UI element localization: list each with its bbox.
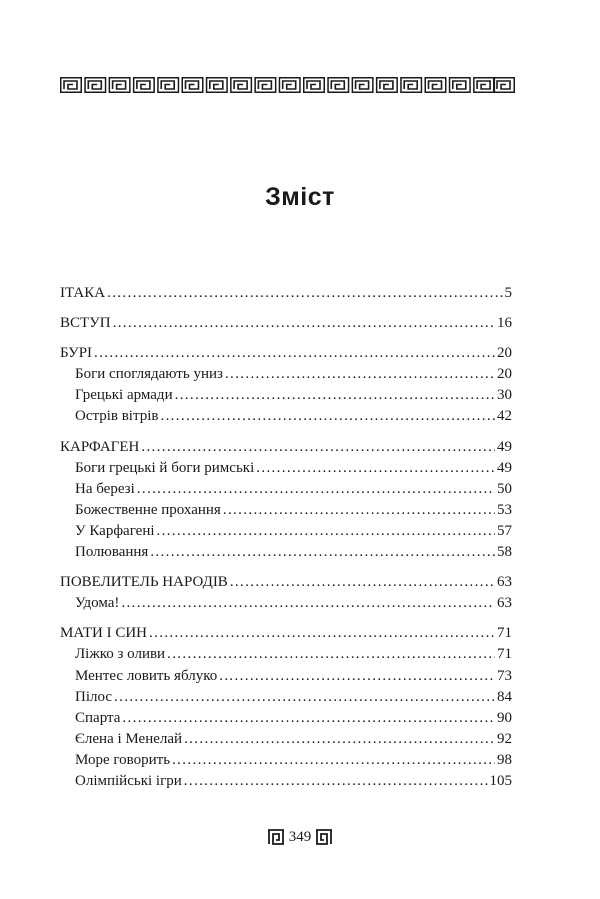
dot-leader [225, 364, 495, 385]
toc-entry[interactable] [60, 283, 512, 304]
toc-entry-page: 105 [489, 772, 512, 789]
toc-subentry[interactable] [60, 593, 512, 614]
toc-section [60, 313, 512, 334]
toc-entry[interactable] [60, 623, 512, 644]
toc-entry-label: Боги споглядають униз [75, 366, 223, 383]
dot-leader [184, 729, 495, 750]
toc-subentry[interactable] [60, 644, 512, 665]
toc-entry-page: 58 [497, 544, 512, 561]
toc-entry-page: 90 [497, 709, 512, 726]
dot-leader [121, 593, 495, 614]
toc-entry-label: Єлена і Менелай [75, 730, 183, 747]
toc-entry-page: 49 [497, 459, 512, 476]
toc-entry-label: Ментес ловить яблуко [75, 667, 218, 684]
toc-entry[interactable] [60, 343, 512, 364]
toc-entry-page: 71 [497, 646, 512, 663]
toc-subentry[interactable] [60, 385, 512, 406]
toc-entry-page: 92 [497, 730, 512, 747]
dot-leader [230, 572, 495, 593]
dot-leader [167, 644, 495, 665]
toc-entry-label: Острів вітрів [75, 408, 159, 425]
toc-entry[interactable] [60, 437, 512, 458]
page-footer [0, 826, 600, 848]
toc-entry-label: Пілос [75, 688, 113, 705]
toc-entry-label: Полювання [75, 544, 149, 561]
dot-leader [94, 343, 495, 364]
dot-leader [219, 666, 495, 687]
dot-leader [122, 708, 495, 729]
toc-entry-page: 63 [497, 574, 512, 591]
toc-section [60, 572, 512, 614]
toc-entry-page: 98 [497, 751, 512, 768]
toc-entry-page: 57 [497, 522, 512, 539]
page-number: 349 [288, 828, 312, 845]
toc-entry-label: Море говорить [75, 751, 171, 768]
dot-leader [184, 771, 488, 792]
toc-entry-page: 53 [497, 501, 512, 518]
toc-entry-label: КАРФАГЕН [60, 438, 140, 455]
dot-leader [160, 406, 495, 427]
toc-subentry[interactable] [60, 687, 512, 708]
toc-subentry[interactable] [60, 521, 512, 542]
toc-entry-page: 5 [504, 285, 512, 301]
toc-subentry[interactable] [60, 708, 512, 729]
dot-leader [113, 313, 495, 334]
greek-key-border [60, 74, 515, 96]
dot-leader [149, 623, 495, 644]
toc-entry-page: 50 [497, 480, 512, 497]
toc-entry-label: ВСТУП [60, 315, 111, 332]
toc-subentry[interactable] [60, 750, 512, 771]
toc-entry-label: Спарта [75, 709, 121, 726]
toc-subentry[interactable] [60, 458, 512, 479]
toc-entry-label: Боги грецькі й боги римські [75, 459, 255, 476]
toc-entry-page: 49 [497, 438, 512, 455]
toc-entry-label: ІТАКА [60, 285, 106, 301]
dot-leader [256, 458, 495, 479]
toc-entry-page: 63 [497, 595, 512, 612]
toc-entry-page: 73 [497, 667, 512, 684]
greek-key-icon [316, 829, 332, 845]
toc-subentry[interactable] [60, 729, 512, 750]
toc-entry-page: 20 [497, 345, 512, 362]
greek-key-icon [268, 829, 284, 845]
toc-entry-label: Божественне прохання [75, 501, 221, 518]
dot-leader [172, 750, 495, 771]
dot-leader [137, 479, 495, 500]
toc-subentry[interactable] [60, 666, 512, 687]
toc-entry-label: У Карфагені [75, 522, 155, 539]
toc-entry-page: 20 [497, 366, 512, 383]
toc-section [60, 343, 512, 427]
dot-leader [223, 500, 495, 521]
table-of-contents [60, 283, 512, 801]
toc-section [60, 283, 512, 304]
toc-entry-label: Олімпійські ігри [75, 772, 182, 789]
dot-leader [114, 687, 495, 708]
toc-entry-label: БУРІ [60, 345, 93, 362]
toc-subentry[interactable] [60, 479, 512, 500]
toc-subentry[interactable] [60, 500, 512, 521]
toc-entry-page: 71 [497, 625, 512, 642]
toc-section [60, 623, 512, 792]
toc-section [60, 437, 512, 564]
toc-entry[interactable] [60, 313, 512, 334]
toc-entry-page: 42 [497, 408, 512, 425]
dot-leader [157, 521, 495, 542]
toc-entry-label: ПОВЕЛИТЕЛЬ НАРОДІВ [60, 574, 228, 591]
toc-entry-label: На березі [75, 480, 135, 497]
toc-subentry[interactable] [60, 542, 512, 563]
toc-entry-label: МАТИ І СИН [60, 625, 148, 642]
dot-leader [175, 385, 495, 406]
toc-entry[interactable] [60, 572, 512, 593]
toc-entry-label: Удома! [75, 595, 120, 612]
toc-subentry[interactable] [60, 771, 512, 792]
dot-leader [107, 283, 502, 304]
toc-subentry[interactable] [60, 364, 512, 385]
toc-entry-page: 16 [497, 315, 512, 332]
toc-entry-page: 30 [497, 387, 512, 404]
dot-leader [141, 437, 495, 458]
toc-entry-label: Грецькі армади [75, 387, 173, 404]
dot-leader [150, 542, 495, 563]
toc-entry-page: 84 [497, 688, 512, 705]
page-title: Зміст [265, 183, 335, 211]
toc-subentry[interactable] [60, 406, 512, 427]
toc-entry-label: Ліжко з оливи [75, 646, 166, 663]
